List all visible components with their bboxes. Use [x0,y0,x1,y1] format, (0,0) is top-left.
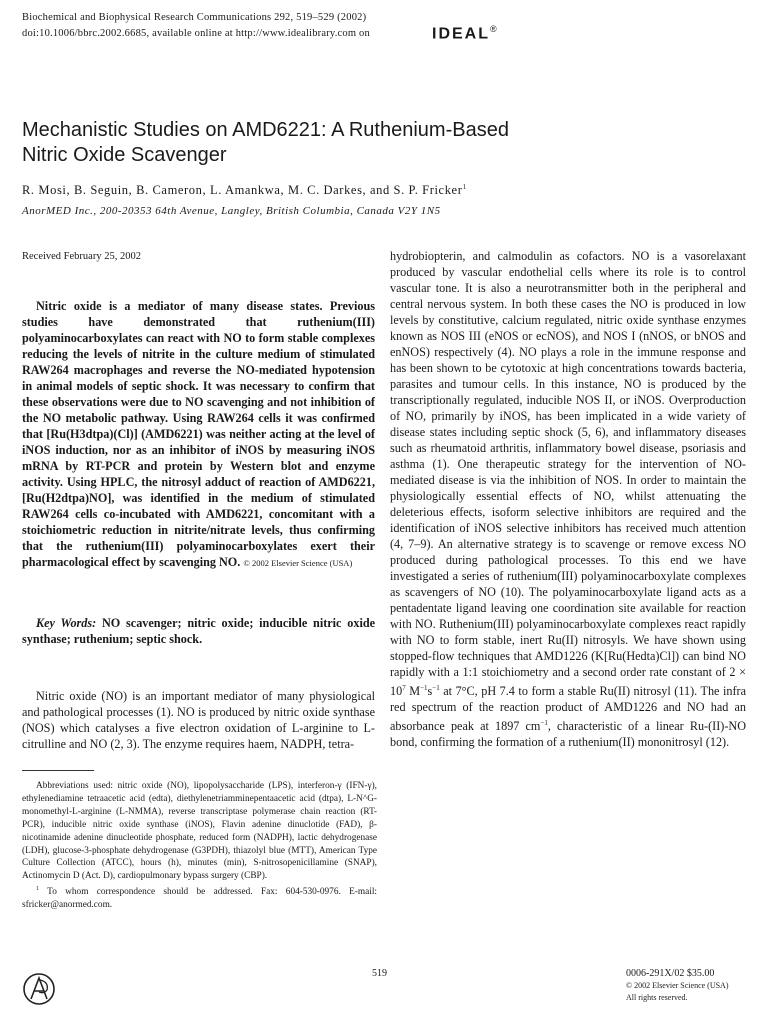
registered-mark: ® [490,24,499,34]
issn-block [626,968,756,1004]
footnote-divider [22,770,94,771]
intro-paragraph: Nitric oxide (NO) is an important mediator of many physiological and pathological processes (1). NO is produced by nitric oxide synthase (NOS) which catalyses a five electron oxidation of L-arginine to L-citrulline and NO (2, 3). The enzyme requires haem, NADPH, tetra- [22,689,375,751]
author-list [22,183,722,198]
article-title [22,118,722,168]
intro-right-text-3: , characteristic of a linear Ru-(II)-NO bond, confirming the formation of a ruthenium(II) mononitrosyl (12). [390,719,746,750]
introduction-right-column [390,248,746,750]
title-line-2: Nitric Oxide Scavenger [22,144,227,166]
affiliation: AnorMED Inc., 200-20353 64th Avenue, Langley, British Columbia, Canada V2Y 1N5 [22,205,441,217]
intro-right-paragraph [390,248,746,750]
authors-text: R. Mosi, B. Seguin, B. Cameron, L. Amankwa, M. C. Darkes, and S. P. Fricker [22,183,463,198]
page-number: 519 [372,968,387,979]
abstract [22,298,375,571]
intro-right-text-2: at 7°C, pH 7.4 to form a stable Ru(II) nitrosyl (11). The infra red spectrum of the reaction product of AMD1226 and NO had an absorbance peak at 1897 cm [390,684,747,734]
rate-unit-m-exponent: −1 [420,684,428,692]
title-line-1: Mechanistic Studies on AMD6221: A Ruthenium-Based [22,119,509,141]
rate-unit-m: M [405,684,421,699]
rate-unit-s-exponent: −1 [432,684,440,692]
keywords-text: NO scavenger; nitric oxide; inducible nitric oxide synthase; ruthenium; septic shock. [22,616,376,646]
received-date: Received February 25, 2002 [22,251,141,262]
abbreviations-footnote: Abbreviations used: nitric oxide (NO), lipopolysaccharide (LPS), interferon-γ (IFN-γ), ethylenediamine tetraacetic acid (edta), diethylenetriamminepentaacetic acid (dtpa), L-N^G-monomethyl-L-arginine (L-NMMA), reverse transcriptase polymerase chain reaction (RT-PCR), inducible nitric oxide synthase (iNOS), Flavin adenine dinuclotide (FAD), β-nicotinamide adenine dinucleotide phosphate, reduced form (NADPH), lactic dehydrogenase (LDH), glucose-3-phosphate dehydrogenase (G3PDH), thiazolyl blue (MTT), American Type Culture Collection (ATCC), hours (h), minutes (min), S-nitrosopenicillamine (SNAP), Actinomycin D (Act. D), cardiopulmonary bypass surgery (CBP). [22,781,377,882]
intro-right-text-1: hydrobiopterin, and calmodulin as cofactors. NO is a vasorelaxant produced by vascular endothelial cells where its role is to control vascular tone. It is also a neurotransmitter both in the peripheral and central nervous system. In both these cases the NO is produced in low levels by constitutive, calcium regulated, nitric oxide synthase enzymes known as NOS III (eNOS or ecNOS), and NOS I (nNOS, or bNOS and enNOS) respectively (4). NO plays a role in the immune response and has been shown to be cytotoxic at high concentrations towards bacteria, parasites and tumour cells. In this instance, NO is produced by the transcriptionally regulated, inducible NOS II, or iNOS. Overproduction of NO, primarily by iNOS, has been implicated in a wide variety of disease states including septic shock (5, 6), and inflammatory diseases such as rheumatoid arthritis, inflammatory bowel disease, psoriasis and asthma (1). One therapeutic strategy for the intervention of NO-mediated disease is via the inhibition of NOS. In order to maintain the physiologically essential effects of NO, whilst attenuating the deleterious effects, isoform selective inhibitors are required and the identification of iNOS selective inhibitors has received much attention (4, 7–9). An alternative strategy is to scavenge or remove excess NO produced during pathological processes. To this end we have investigated a series of ruthenium(III) polyaminocarboxylate complexes as scavengers of NO (10). The polyaminocarboxylate ligand acts as a pentadentate ligand leaving one coordination site available for reaction with NO. Ruthenium(III) polyaminocarboxylate complexes react rapidly with NO to form stable, inert Ru(II) nitrosyls. We have shown using stopped-flow techniques that AMD1226 (K[Ru(Hedta)Cl]) can bind NO rapidly with a 1:1 stoichiometry and a second order rate constant of 2 × 10 [390,249,746,699]
rate-exponent: 7 [402,684,406,692]
rights-reserved: All rights reserved. [626,993,688,1002]
journal-citation: Biochemical and Biophysical Research Communications 292, 519–529 (2002) [22,12,367,23]
abstract-copyright: © 2002 Elsevier Science (USA) [243,558,353,568]
issn-price: 0006-291X/02 $35.00 [626,968,715,979]
footnotes [22,780,377,912]
author-footnote-mark: 1 [462,183,467,191]
ideal-logo[interactable] [432,24,499,43]
introduction-left-column [22,688,375,752]
footer-copyright: © 2002 Elsevier Science (USA) [626,981,729,990]
ideal-logo-text: IDEAL [432,25,490,43]
publisher-logo-icon [22,970,56,1008]
doi-line: doi:10.1006/bbrc.2002.6685, available online at http://www.idealibrary.com on [22,27,370,39]
correspondence-footnote: To whom correspondence should be addressed. Fax: 604-530-0976. E-mail: sfricker@anormed.com. [22,887,378,911]
keywords-label: Key Words: [36,616,97,630]
keywords [22,615,375,647]
publisher-logo [22,970,56,1008]
abstract-text: Nitric oxide is a mediator of many disease states. Previous studies have demonstrated that ruthenium(III) polyaminocarboxylates can react with NO to form stable complexes reducing the levels of nitrite in the culture medium of stimulated RAW264 macrophages and reverse the NO-mediated hypotension in animal models of septic shock. It was necessary to confirm that these observations were due to NO scavenging and not inhibition of the NO metabolic pathway. Using RAW264 cells it was confirmed that [Ru(H3dtpa)(Cl)] (AMD6221) was neither acting at the level of iNOS induction, nor as an inhibitor of iNOS by measuring iNOS mRNA by RT-PCR and protein by Western blot and enzyme activity. Using HPLC, the nitrosyl adduct of reaction of AMD6221, [Ru(H2dtpa)NO], was identified in the medium of stimulated RAW264 cells co-incubated with AMD6221, concomitant with a stoichiometric reduction in nitrite/nitrate levels, thus confirming that the ruthenium(III) polyaminocarboxylates exert their pharmacological effect by scavenging NO. [22,299,375,569]
correspondence-mark: 1 [36,886,39,893]
rate-unit-s: s [427,684,433,699]
wavenumber-exponent: −1 [540,719,548,728]
